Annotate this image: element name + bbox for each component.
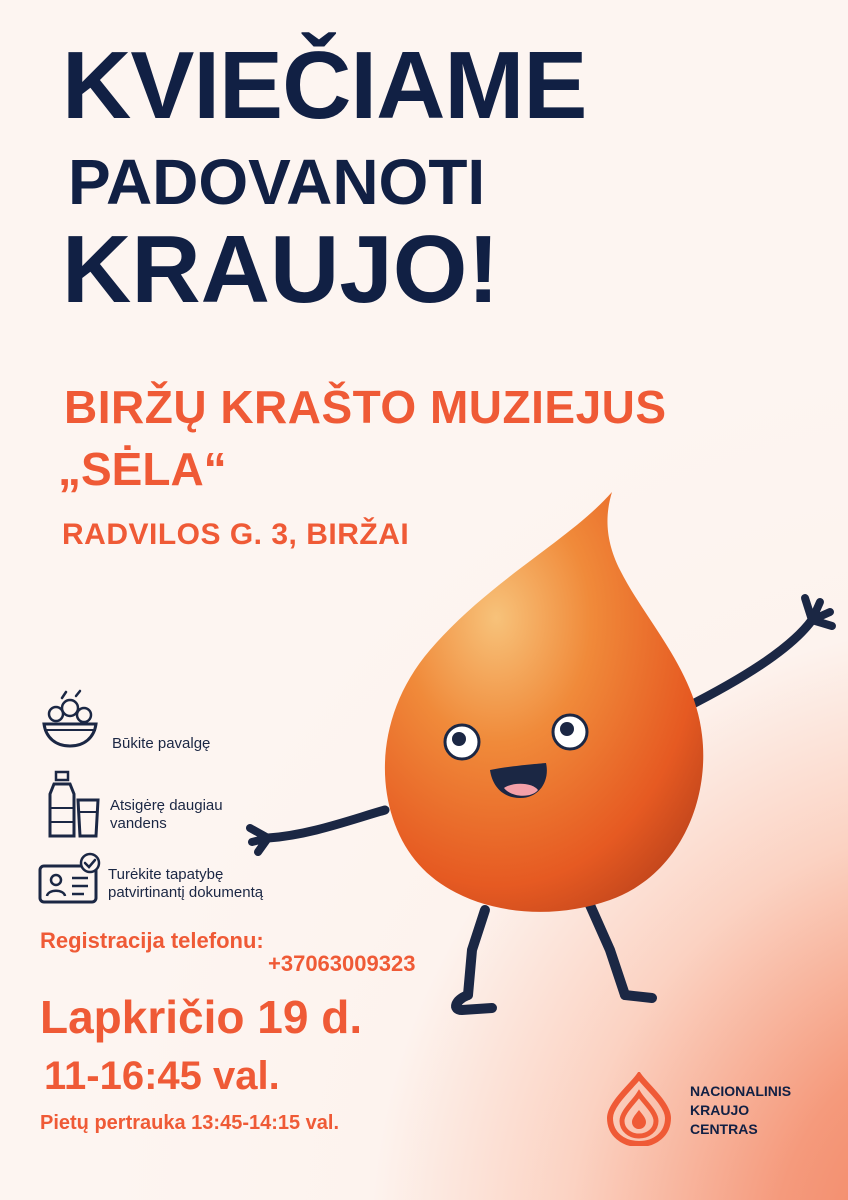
venue-name-line-2: „SĖLA“ (58, 443, 227, 495)
tip-id-line-1: Turėkite tapatybę (108, 866, 224, 883)
registration-label: Registracija telefonu: (40, 928, 264, 953)
headline-line-2: PADOVANOTI (68, 146, 486, 218)
tip-id-text (108, 866, 263, 902)
venue-address: RADVILOS G. 3, BIRŽAI (62, 518, 410, 551)
headline-line-1: KVIEČIAME (62, 32, 587, 139)
event-date: Lapkričio 19 d. (40, 991, 363, 1043)
event-time: 11-16:45 val. (44, 1054, 280, 1098)
venue-name-line-1: BIRŽŲ KRAŠTO MUZIEJUS (64, 381, 667, 433)
water-bottle-glass-icon (46, 770, 102, 840)
id-card-icon (38, 852, 104, 906)
organizer-name (690, 1082, 791, 1139)
organizer-line-2: KRAUJO (690, 1102, 750, 1118)
organizer-line-3: CENTRAS (690, 1121, 758, 1137)
registration-phone: +37063009323 (268, 951, 416, 976)
blood-drop-logo-icon (602, 1072, 676, 1146)
tip-eat-text: Būkite pavalgę (112, 735, 211, 752)
tip-water-line-1: Atsigėrę daugiau (110, 797, 223, 814)
organizer-line-1: NACIONALINIS (690, 1083, 792, 1099)
headline-line-3: KRAUJO! (62, 216, 500, 323)
tip-id-line-2: patvirtinantį dokumentą (108, 884, 264, 901)
tip-water-line-2: vandens (110, 815, 167, 832)
lunch-break: Pietų pertrauka 13:45-14:15 val. (40, 1112, 340, 1134)
tip-water-text (110, 797, 223, 833)
salad-bowl-icon (40, 688, 100, 752)
